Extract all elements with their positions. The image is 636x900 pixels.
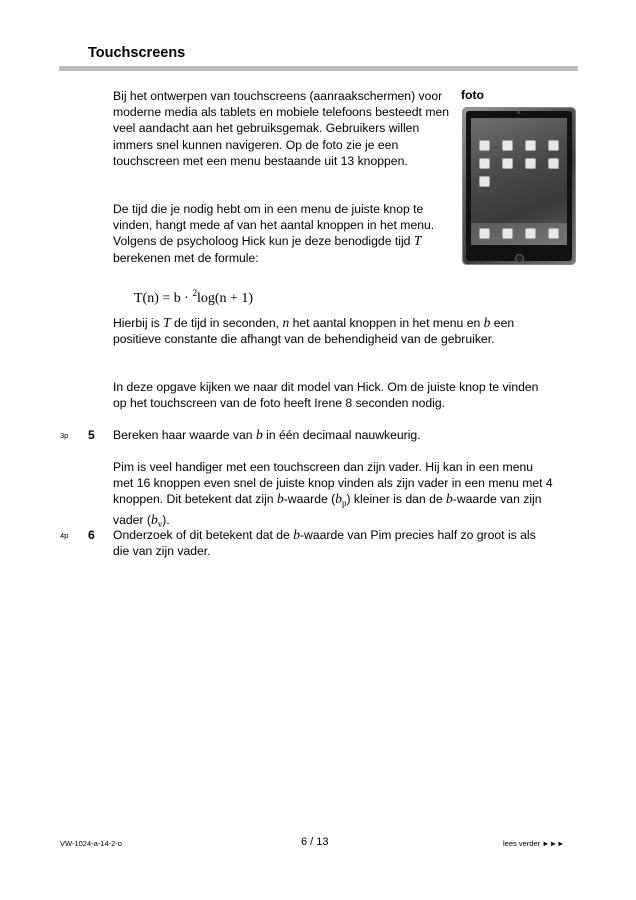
hick-paragraph [113,201,458,266]
question-6-number: 6 [88,528,95,542]
hick-text-2: Volgens de psycholoog Hick kun je deze benodigde tijd T berekenen met de formule: [113,233,422,265]
pim-paragraph [113,459,553,532]
variables-text: Hierbij is T de tijd in seconden, n het aantal knoppen in het menu en b een positieve constante die afhangt van de behendigheid van de gebruiker. [113,315,515,347]
irene-text: In deze opgave kijken we naar dit model van Hick. Om de juiste knop te vinden op het touchscreen van de foto heeft Irene 8 seconden nodig. [113,380,539,411]
hick-text-1: De tijd die je nodig hebt om in een menu de juiste knop te vinden, hangt mede af van het aantal knoppen in het menu. [113,202,435,233]
exam-code: VW-1024-a-14-2-o [60,839,122,848]
home-button-icon [515,254,524,263]
intro-text: Bij het ontwerpen van touchscreens (aanraakschermen) voor moderne media als tablets en mobiele telefoons besteedt men veel aandacht aan het gebruiksgemak. Gebruikers willen immers snel kunnen navigeren. Op de foto zie je een touchscreen met een menu bestaande uit 13 knoppen. [113,89,450,168]
question-5-text: Bereken haar waarde van b in één decimaal nauwkeurig. [113,427,421,442]
hick-formula: T(n) = b · $^2$log(n + 1) [134,288,254,306]
page-title: Touchscreens [88,45,186,61]
title-divider [59,66,578,71]
pim-text: Pim is veel handiger met een touchscreen dan zijn vader. Hij kan in een menu met 16 knoppen even snel de juiste knop vinden als zijn vader in een menu met 4 knoppen. Dit betekent dat zijn b-waarde $(b_p)$ kleiner is dan de b-waarde van zijn vader $(b_v)$. [113,460,553,529]
tablet-screen [471,118,567,245]
question-5-number: 5 [88,428,95,442]
question-6-points: 4p [60,531,69,540]
question-6-text: Onderzoek of dit betekent dat de b-waarde van Pim precies half zo groot is als die van zijn vader. [113,527,536,559]
irene-paragraph [113,379,553,411]
tablet-photo [462,107,576,265]
variables-paragraph [113,315,553,347]
question-5-points: 3p [60,431,69,440]
continue-indicator: lees verder ►►► [503,839,565,848]
intro-paragraph [113,88,458,169]
photo-label: foto [461,88,485,102]
page-number: 6 / 13 [301,836,329,848]
